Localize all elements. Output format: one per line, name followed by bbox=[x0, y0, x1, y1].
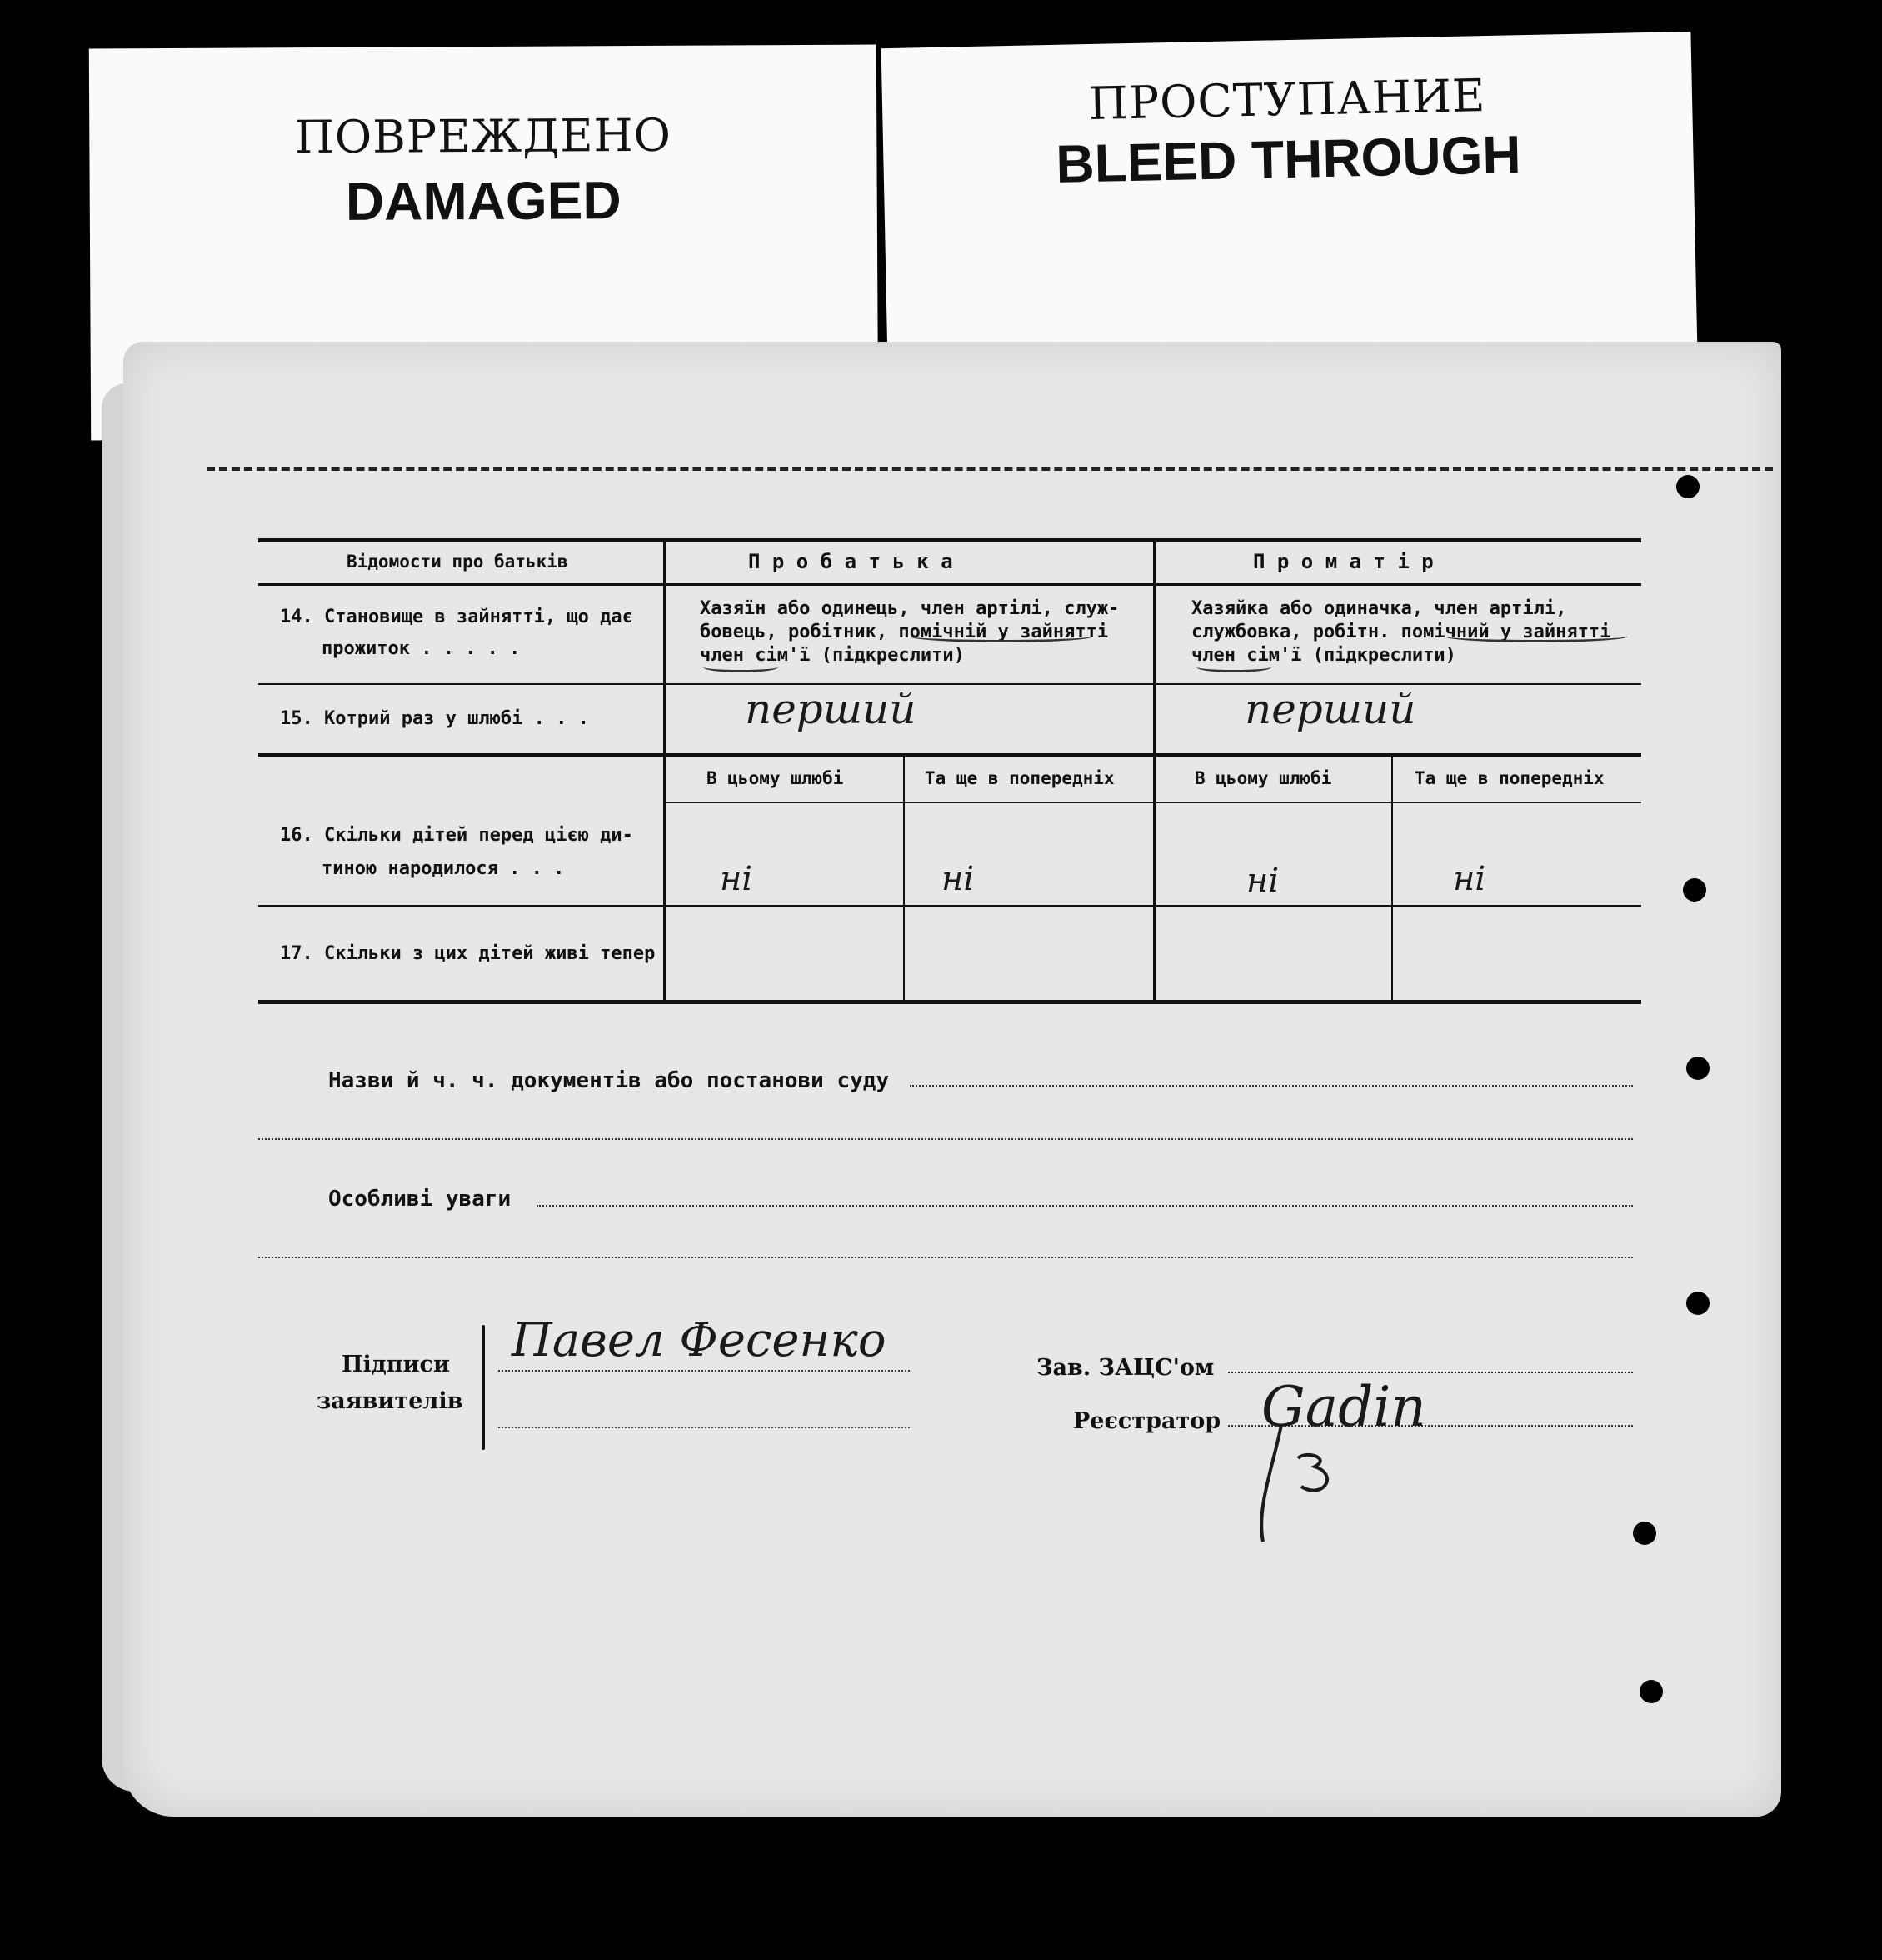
header-mother: П р о м а т і р bbox=[1253, 550, 1434, 573]
record-sheet bbox=[123, 342, 1781, 1817]
row14-father-1: Хазяїн або одинець, член артілі, служ- bbox=[700, 598, 1120, 619]
applicant-line-2 bbox=[498, 1427, 910, 1428]
subheader-mother-previous: Та ще в попередніх bbox=[1415, 768, 1605, 788]
row16-mother-previous: ні bbox=[1453, 860, 1486, 898]
remarks-line-2 bbox=[258, 1257, 1633, 1258]
row17-label: 17. Скільки з цих дітей живі тепер bbox=[280, 943, 656, 964]
row15-father-value: перший bbox=[745, 685, 916, 733]
applicant-line-1 bbox=[498, 1370, 910, 1372]
row16-label-2: тиною народилося . . . bbox=[322, 858, 565, 879]
row14-mother-3: член сім'ї (підкреслити) bbox=[1191, 645, 1456, 666]
punch-hole bbox=[1633, 1522, 1656, 1545]
row15-rule bbox=[258, 753, 1641, 757]
row14-mother-1: Хазяйка або одиначка, член артілі, bbox=[1191, 598, 1567, 619]
row16-label-1: 16. Скільки дітей перед цією ди- bbox=[280, 825, 633, 846]
bleed-ru-label: ПРОСТУПАНИЕ bbox=[1088, 69, 1486, 131]
punch-hole bbox=[1640, 1680, 1663, 1703]
registrar-label: Реєстратор bbox=[1073, 1408, 1221, 1434]
remarks-label: Особливі уваги bbox=[328, 1187, 512, 1212]
col-divider-1 bbox=[663, 538, 666, 1003]
row14-father-3: член сім'ї (підкреслити) bbox=[700, 645, 965, 666]
row15-label: 15. Котрий раз у шлюбі . . . bbox=[280, 708, 589, 729]
bleed-en-label: BLEED THROUGH bbox=[1055, 124, 1522, 194]
header-parents-info: Відомости про батьків bbox=[347, 552, 568, 572]
remarks-line-1 bbox=[537, 1205, 1633, 1207]
damaged-ru-label: ПОВРЕЖДЕНО bbox=[294, 108, 672, 164]
father-underline bbox=[910, 630, 1093, 642]
subheader-father-previous: Та ще в попередніх bbox=[925, 768, 1115, 788]
row14-rule bbox=[258, 683, 1641, 685]
row16-father-current: ні bbox=[720, 860, 753, 898]
row14-father-2: бовець, робітник, помічній у зайнятті bbox=[700, 622, 1109, 642]
row15-mother-value: перший bbox=[1245, 685, 1416, 733]
row14-label-1: 14. Становище в зайнятті, що дає bbox=[280, 607, 633, 628]
subheader-father-current: В цьому шлюбі bbox=[706, 768, 844, 788]
applicant-signature: Павел Фесенко bbox=[512, 1313, 886, 1368]
row14-label-2: прожиток . . . . . bbox=[322, 638, 521, 659]
punch-hole bbox=[1683, 878, 1706, 902]
row16-father-previous: ні bbox=[941, 860, 975, 898]
father-underline-2 bbox=[703, 662, 778, 672]
signature-brace bbox=[482, 1325, 485, 1450]
row14-mother-2: службовка, робітн. помічний у зайнятті bbox=[1191, 622, 1611, 642]
applicants-label-2: заявителів bbox=[317, 1388, 463, 1414]
documents-line-2 bbox=[258, 1138, 1633, 1140]
mother-underline bbox=[1445, 630, 1628, 642]
punch-hole bbox=[1676, 475, 1700, 498]
table-header-rule bbox=[258, 583, 1641, 586]
head-label: Зав. ЗАЦС'ом bbox=[1036, 1355, 1215, 1381]
table-bottom-rule bbox=[258, 1000, 1641, 1004]
perforation-line bbox=[207, 467, 1773, 471]
header-father: П р о б а т ь к а bbox=[748, 550, 953, 573]
applicants-label-1: Підписи bbox=[342, 1352, 451, 1378]
row16-rule bbox=[258, 905, 1641, 907]
row16-mother-current: ні bbox=[1246, 862, 1280, 900]
registrar-signature: Gadin bbox=[1261, 1375, 1426, 1439]
damaged-en-label: DAMAGED bbox=[345, 170, 622, 232]
documents-line-1 bbox=[910, 1085, 1633, 1087]
col-divider-mother bbox=[1391, 757, 1393, 1003]
col-divider-father bbox=[903, 757, 905, 1003]
head-line bbox=[1228, 1372, 1633, 1373]
mother-underline-2 bbox=[1196, 662, 1271, 672]
registrar-signature-tail bbox=[1248, 1417, 1348, 1550]
documents-label: Назви й ч. ч. документів або постанови суду bbox=[328, 1068, 890, 1093]
subheader-mother-current: В цьому шлюбі bbox=[1195, 768, 1332, 788]
col-divider-2 bbox=[1153, 538, 1156, 1003]
table-top-rule bbox=[258, 538, 1641, 542]
punch-hole bbox=[1686, 1292, 1710, 1315]
punch-hole bbox=[1686, 1057, 1710, 1080]
